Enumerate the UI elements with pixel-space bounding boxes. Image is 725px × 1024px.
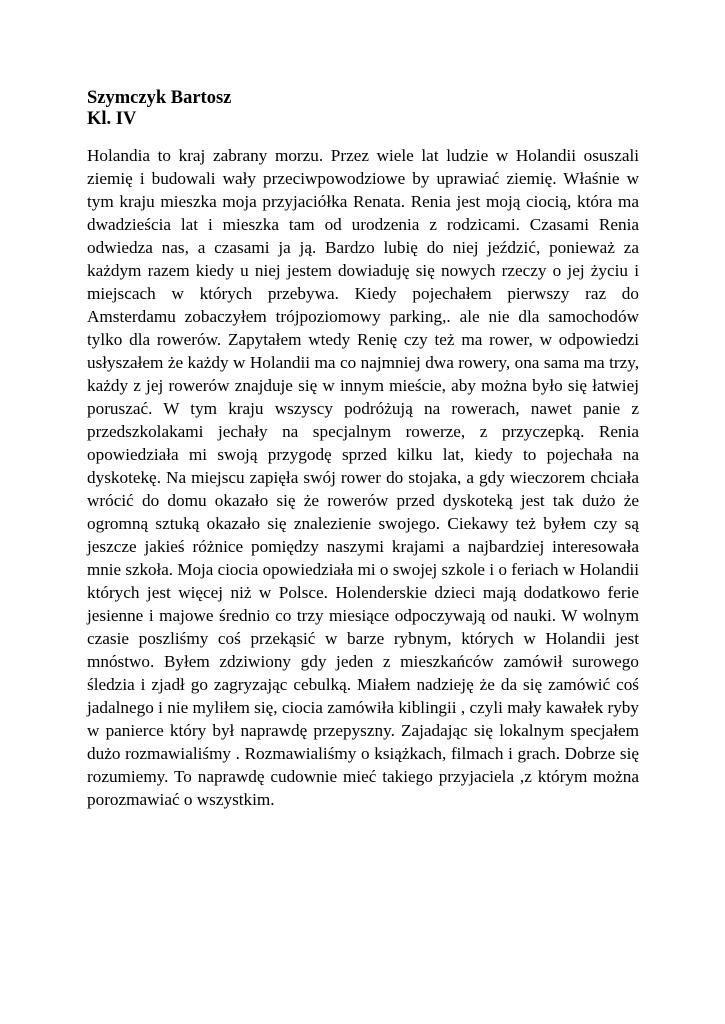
document-body	[87, 88, 639, 811]
essay-line: każdy z jej rowerów znajduje się w innym mieście, aby można było się łatwiej	[87, 376, 639, 395]
essay-line: dwadzieścia lat i mieszka tam od urodzenia z rodzicami. Czasami Renia	[87, 215, 639, 234]
essay-line: tym kraju mieszka moja przyjaciółka Renata. Renia jest moją ciocią, która ma	[87, 192, 639, 211]
essay-line: mnóstwo. Byłem zdziwiony gdy jeden z mieszkańców zamówił surowego	[87, 652, 639, 671]
essay-text	[87, 144, 639, 811]
essay-line: ziemię i budowali wały przeciwpowodziowe by uprawiać ziemię. Właśnie w	[87, 169, 639, 188]
essay-line: jeszcze jakieś różnice pomiędzy naszymi krajami a najbardziej interesowała	[87, 537, 639, 556]
class-label: Kl. IV	[87, 109, 137, 129]
essay-line: tylko dla rowerów. Zapytałem wtedy Renię czy też ma rower, w odpowiedzi	[87, 330, 639, 349]
essay-line: usłyszałem że każdy w Holandii ma co najmniej dwa rowery, ona sama ma trzy,	[87, 353, 639, 372]
essay-line: w panierce który był naprawdę przepyszny. Zajadając się lokalnym specjałem	[87, 721, 639, 740]
essay-line: poruszać. W tym kraju wszyscy podróżują na rowerach, nawet panie z	[87, 399, 639, 418]
essay-line: dyskotekę. Na miejscu zapięła swój rower do stojaka, a gdy wieczorem chciała	[87, 468, 639, 487]
essay-line: Amsterdamu zobaczyłem trójpoziomowy parking,. ale nie dla samochodów	[87, 307, 639, 326]
author-name: Szymczyk Bartosz	[87, 88, 232, 108]
essay-line: odwiedza nas, a czasami ja ją. Bardzo lubię do niej jeździć, ponieważ za	[87, 238, 639, 257]
essay-line: przedszkolakami jechały na specjalnym rowerze, z przyczepką. Renia	[87, 422, 639, 441]
essay-line: miejscach w których przebywa. Kiedy pojechałem pierwszy raz do	[87, 284, 639, 303]
essay-line: ogromną sztuką okazało się znalezienie swojego. Ciekawy też byłem czy są	[87, 514, 639, 533]
essay-line: czasie poszliśmy coś przekąsić w barze rybnym, których w Holandii jest	[87, 629, 639, 648]
essay-line: jadalnego i nie myliłem się, ciocia zamówiła kiblingii , czyli mały kawałek ryby	[87, 698, 639, 717]
essay-line: każdym razem kiedy u niej jestem dowiaduję się nowych rzeczy o jej życiu i	[87, 261, 639, 280]
essay-line: rozumiemy. To naprawdę cudownie mieć takiego przyjaciela ,z którym można	[87, 767, 639, 786]
essay-line: opowiedziała mi swoją przygodę sprzed kilku lat, kiedy to pojechała na	[87, 445, 639, 464]
essay-line: Holandia to kraj zabrany morzu. Przez wiele lat ludzie w Holandii osuszali	[87, 146, 639, 165]
essay-line: wrócić do domu okazało się że rowerów przed dyskoteką jest tak dużo że	[87, 491, 639, 510]
essay-line: mnie szkoła. Moja ciocia opowiedziała mi o swojej szkole i o feriach w Holandii	[87, 560, 639, 579]
essay-line: śledzia i zjadł go zagryzając cebulką. Miałem nadzieję że da się zamówić coś	[87, 675, 639, 694]
essay-line: dużo rozmawialiśmy . Rozmawialiśmy o książkach, filmach i grach. Dobrze się	[87, 744, 639, 763]
essay-line: jesienne i majowe średnio co trzy miesiące odpoczywają od nauki. W wolnym	[87, 606, 639, 625]
essay-line: porozmawiać o wszystkim.	[87, 790, 275, 809]
essay-line: których jest więcej niż w Polsce. Holenderskie dzieci mają dodatkowo ferie	[87, 583, 639, 602]
